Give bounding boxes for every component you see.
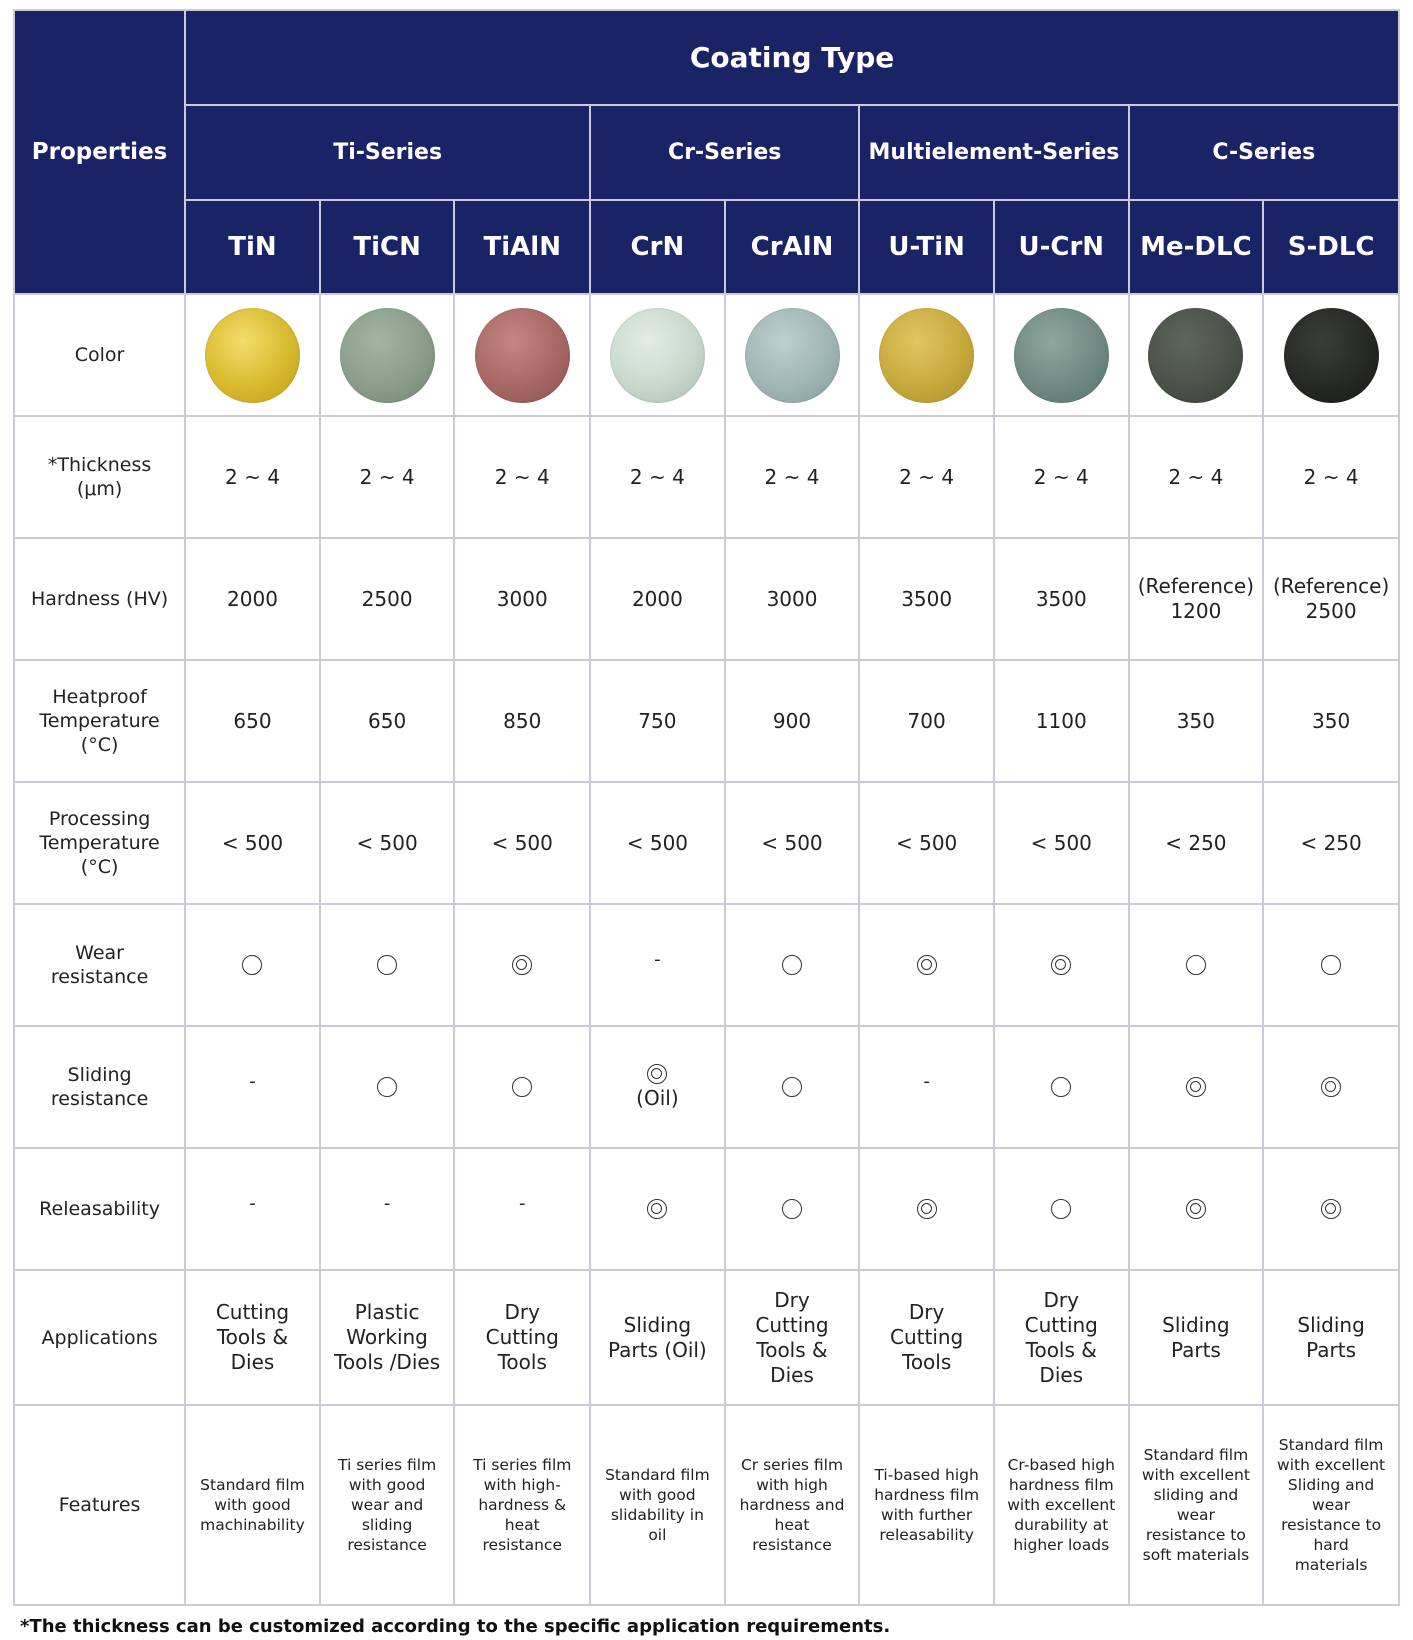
color-swatch-me-dlc [1148, 308, 1243, 403]
color-cell-tin [185, 294, 320, 416]
releasability-cell-me-dlc [1129, 1148, 1264, 1270]
features-cell-crn: Standard film with good slidability in oil [590, 1405, 725, 1605]
coating-header-u-tin: U-TiN [859, 200, 994, 294]
heatproof-cell-u-crn: 1100 [994, 660, 1129, 782]
wear-cell-u-tin [859, 904, 994, 1026]
not-applicable-dash: - [654, 948, 661, 970]
circle-icon [512, 1077, 532, 1097]
hardness-cell-tialn: 3000 [454, 538, 590, 660]
table-body [14, 294, 1399, 1605]
processing-cell-s-dlc: < 250 [1263, 782, 1399, 904]
coating-header-craln: CrAlN [725, 200, 860, 294]
color-cell-crn [590, 294, 725, 416]
series-header-c-series: C-Series [1129, 105, 1399, 200]
processing-cell-tin: < 500 [185, 782, 320, 904]
circle-icon [242, 955, 262, 975]
properties-header: Properties [14, 10, 185, 294]
hardness-cell-u-tin: 3500 [859, 538, 994, 660]
color-cell-me-dlc [1129, 294, 1264, 416]
wear-cell-ticn [320, 904, 455, 1026]
circle-icon [1321, 955, 1341, 975]
releasability-cell-ticn [320, 1148, 455, 1270]
color-swatch-tialn [475, 308, 570, 403]
applications-cell-ticn: Plastic Working Tools /Dies [320, 1270, 455, 1405]
double-circle-icon [917, 955, 937, 975]
double-circle-icon [1321, 1199, 1341, 1219]
hardness-cell-crn: 2000 [590, 538, 725, 660]
heatproof-cell-craln: 900 [725, 660, 860, 782]
double-circle-icon [1051, 955, 1071, 975]
not-applicable-dash: - [518, 1192, 526, 1214]
color-swatch-u-crn [1014, 308, 1109, 403]
sliding-cell-u-tin [859, 1026, 994, 1148]
circle-icon [782, 1199, 802, 1219]
sliding-cell-s-dlc [1263, 1026, 1399, 1148]
features-cell-craln: Cr series film with high hardness and heat resistance [725, 1405, 860, 1605]
heatproof-cell-u-tin: 700 [859, 660, 994, 782]
color-swatch-u-tin [879, 308, 974, 403]
row-thickness [14, 416, 1399, 538]
applications-cell-u-crn: Dry Cutting Tools & Dies [994, 1270, 1129, 1405]
processing-cell-craln: < 500 [725, 782, 860, 904]
heatproof-cell-tialn: 850 [454, 660, 590, 782]
releasability-cell-u-tin [859, 1148, 994, 1270]
row-label-color: Color [14, 294, 185, 416]
row-releasability [14, 1148, 1399, 1270]
coating-header-crn: CrN [590, 200, 725, 294]
row-label-thickness: *Thickness (μm) [14, 416, 185, 538]
thickness-cell-tin: 2 ~ 4 [185, 416, 320, 538]
color-cell-s-dlc [1263, 294, 1399, 416]
heatproof-cell-ticn: 650 [320, 660, 455, 782]
row-label-wear: Wear resistance [14, 904, 185, 1026]
rating-note: (Oil) [636, 1086, 679, 1111]
coating-header-row [14, 200, 1399, 294]
processing-cell-crn: < 500 [590, 782, 725, 904]
features-cell-ticn: Ti series film with good wear and sliding resistance [320, 1405, 455, 1605]
color-cell-tialn [454, 294, 590, 416]
thickness-cell-u-crn: 2 ~ 4 [994, 416, 1129, 538]
thickness-cell-s-dlc: 2 ~ 4 [1263, 416, 1399, 538]
releasability-cell-tin [185, 1148, 320, 1270]
processing-cell-tialn: < 500 [454, 782, 590, 904]
heatproof-cell-tin: 650 [185, 660, 320, 782]
series-header-cr-series: Cr-Series [590, 105, 859, 200]
features-cell-u-crn: Cr-based high hardness film with excellent durability at higher loads [994, 1405, 1129, 1605]
wear-cell-me-dlc [1129, 904, 1264, 1026]
color-cell-u-tin [859, 294, 994, 416]
thickness-cell-crn: 2 ~ 4 [590, 416, 725, 538]
row-color [14, 294, 1399, 416]
heatproof-cell-me-dlc: 350 [1129, 660, 1264, 782]
releasability-cell-tialn [454, 1148, 590, 1270]
circle-icon [782, 955, 802, 975]
coating-header-ticn: TiCN [320, 200, 455, 294]
applications-cell-crn: Sliding Parts (Oil) [590, 1270, 725, 1405]
circle-icon [1186, 955, 1206, 975]
features-cell-u-tin: Ti-based high hardness film with further releasability [859, 1405, 994, 1605]
header-row-top [14, 10, 1399, 105]
circle-icon [1051, 1199, 1071, 1219]
applications-cell-craln: Dry Cutting Tools & Dies [725, 1270, 860, 1405]
double-circle-icon [512, 955, 532, 975]
row-heatproof [14, 660, 1399, 782]
double-circle-icon [1186, 1199, 1206, 1219]
heatproof-cell-s-dlc: 350 [1263, 660, 1399, 782]
applications-cell-tin: Cutting Tools & Dies [185, 1270, 320, 1405]
not-applicable-dash: - [249, 1192, 256, 1214]
sliding-cell-u-crn [994, 1026, 1129, 1148]
thickness-cell-craln: 2 ~ 4 [725, 416, 860, 538]
features-cell-tin: Standard film with good machinability [185, 1405, 320, 1605]
color-cell-u-crn [994, 294, 1129, 416]
color-swatch-craln [745, 308, 840, 403]
processing-cell-ticn: < 500 [320, 782, 455, 904]
not-applicable-dash: - [383, 1192, 391, 1214]
thickness-cell-ticn: 2 ~ 4 [320, 416, 455, 538]
thickness-cell-u-tin: 2 ~ 4 [859, 416, 994, 538]
wear-cell-craln [725, 904, 860, 1026]
not-applicable-dash: - [923, 1070, 930, 1092]
row-hardness [14, 538, 1399, 660]
processing-cell-u-crn: < 500 [994, 782, 1129, 904]
wear-cell-s-dlc [1263, 904, 1399, 1026]
releasability-cell-u-crn [994, 1148, 1129, 1270]
coating-header-tin: TiN [185, 200, 320, 294]
row-processing [14, 782, 1399, 904]
hardness-cell-s-dlc: (Reference) 2500 [1263, 538, 1399, 660]
sliding-cell-craln [725, 1026, 860, 1148]
row-label-processing: Processing Temperature (°C) [14, 782, 185, 904]
sliding-cell-tin [185, 1026, 320, 1148]
coating-header-me-dlc: Me-DLC [1129, 200, 1264, 294]
wear-cell-tialn [454, 904, 590, 1026]
not-applicable-dash: - [249, 1070, 256, 1092]
series-header-multielement-series: Multielement-Series [859, 105, 1128, 200]
color-swatch-tin [205, 308, 300, 403]
row-sliding [14, 1026, 1399, 1148]
row-features [14, 1405, 1399, 1605]
row-label-sliding: Sliding resistance [14, 1026, 185, 1148]
coating-header-tialn: TiAlN [454, 200, 590, 294]
applications-cell-tialn: Dry Cutting Tools [454, 1270, 590, 1405]
double-circle-icon [647, 1064, 667, 1084]
color-swatch-s-dlc [1284, 308, 1379, 403]
wear-cell-tin [185, 904, 320, 1026]
sliding-cell-ticn [320, 1026, 455, 1148]
processing-cell-me-dlc: < 250 [1129, 782, 1264, 904]
wear-cell-crn [590, 904, 725, 1026]
row-label-hardness: Hardness (HV) [14, 538, 185, 660]
coating-header-s-dlc: S-DLC [1263, 200, 1399, 294]
thickness-footnote: *The thickness can be customized according to the specific application requirements. [20, 1616, 891, 1637]
circle-icon [377, 955, 397, 975]
double-circle-icon [917, 1199, 937, 1219]
applications-cell-u-tin: Dry Cutting Tools [859, 1270, 994, 1405]
features-cell-tialn: Ti series film with high- hardness & heat resistance [454, 1405, 590, 1605]
row-label-applications: Applications [14, 1270, 185, 1405]
circle-icon [782, 1077, 802, 1097]
double-circle-icon [1186, 1077, 1206, 1097]
double-circle-icon [1321, 1077, 1341, 1097]
circle-icon [377, 1077, 397, 1097]
hardness-cell-tin: 2000 [185, 538, 320, 660]
coating-spec-table [13, 9, 1400, 1606]
coating-type-header: Coating Type [185, 10, 1399, 105]
coating-header-u-crn: U-CrN [994, 200, 1129, 294]
color-swatch-ticn [340, 308, 435, 403]
color-cell-ticn [320, 294, 455, 416]
row-label-features: Features [14, 1405, 185, 1605]
sliding-cell-me-dlc [1129, 1026, 1264, 1148]
row-wear [14, 904, 1399, 1026]
applications-cell-me-dlc: Sliding Parts [1129, 1270, 1264, 1405]
row-applications [14, 1270, 1399, 1405]
row-label-releasability: Releasability [14, 1148, 185, 1270]
color-cell-craln [725, 294, 860, 416]
row-label-heatproof: Heatproof Temperature (°C) [14, 660, 185, 782]
thickness-cell-me-dlc: 2 ~ 4 [1129, 416, 1264, 538]
double-circle-icon [647, 1199, 667, 1219]
hardness-cell-craln: 3000 [725, 538, 860, 660]
hardness-cell-u-crn: 3500 [994, 538, 1129, 660]
series-header-row [14, 105, 1399, 200]
releasability-cell-crn [590, 1148, 725, 1270]
releasability-cell-craln [725, 1148, 860, 1270]
color-swatch-crn [610, 308, 705, 403]
processing-cell-u-tin: < 500 [859, 782, 994, 904]
series-header-ti-series: Ti-Series [185, 105, 590, 200]
sliding-cell-crn [590, 1026, 725, 1148]
circle-icon [1051, 1077, 1071, 1097]
hardness-cell-ticn: 2500 [320, 538, 455, 660]
features-cell-me-dlc: Standard film with excellent sliding and wear resistance to soft materials [1129, 1405, 1264, 1605]
sliding-cell-tialn [454, 1026, 590, 1148]
features-cell-s-dlc: Standard film with excellent Sliding and wear resistance to hard materials [1263, 1405, 1399, 1605]
hardness-cell-me-dlc: (Reference) 1200 [1129, 538, 1264, 660]
releasability-cell-s-dlc [1263, 1148, 1399, 1270]
heatproof-cell-crn: 750 [590, 660, 725, 782]
thickness-cell-tialn: 2 ~ 4 [454, 416, 590, 538]
wear-cell-u-crn [994, 904, 1129, 1026]
applications-cell-s-dlc: Sliding Parts [1263, 1270, 1399, 1405]
